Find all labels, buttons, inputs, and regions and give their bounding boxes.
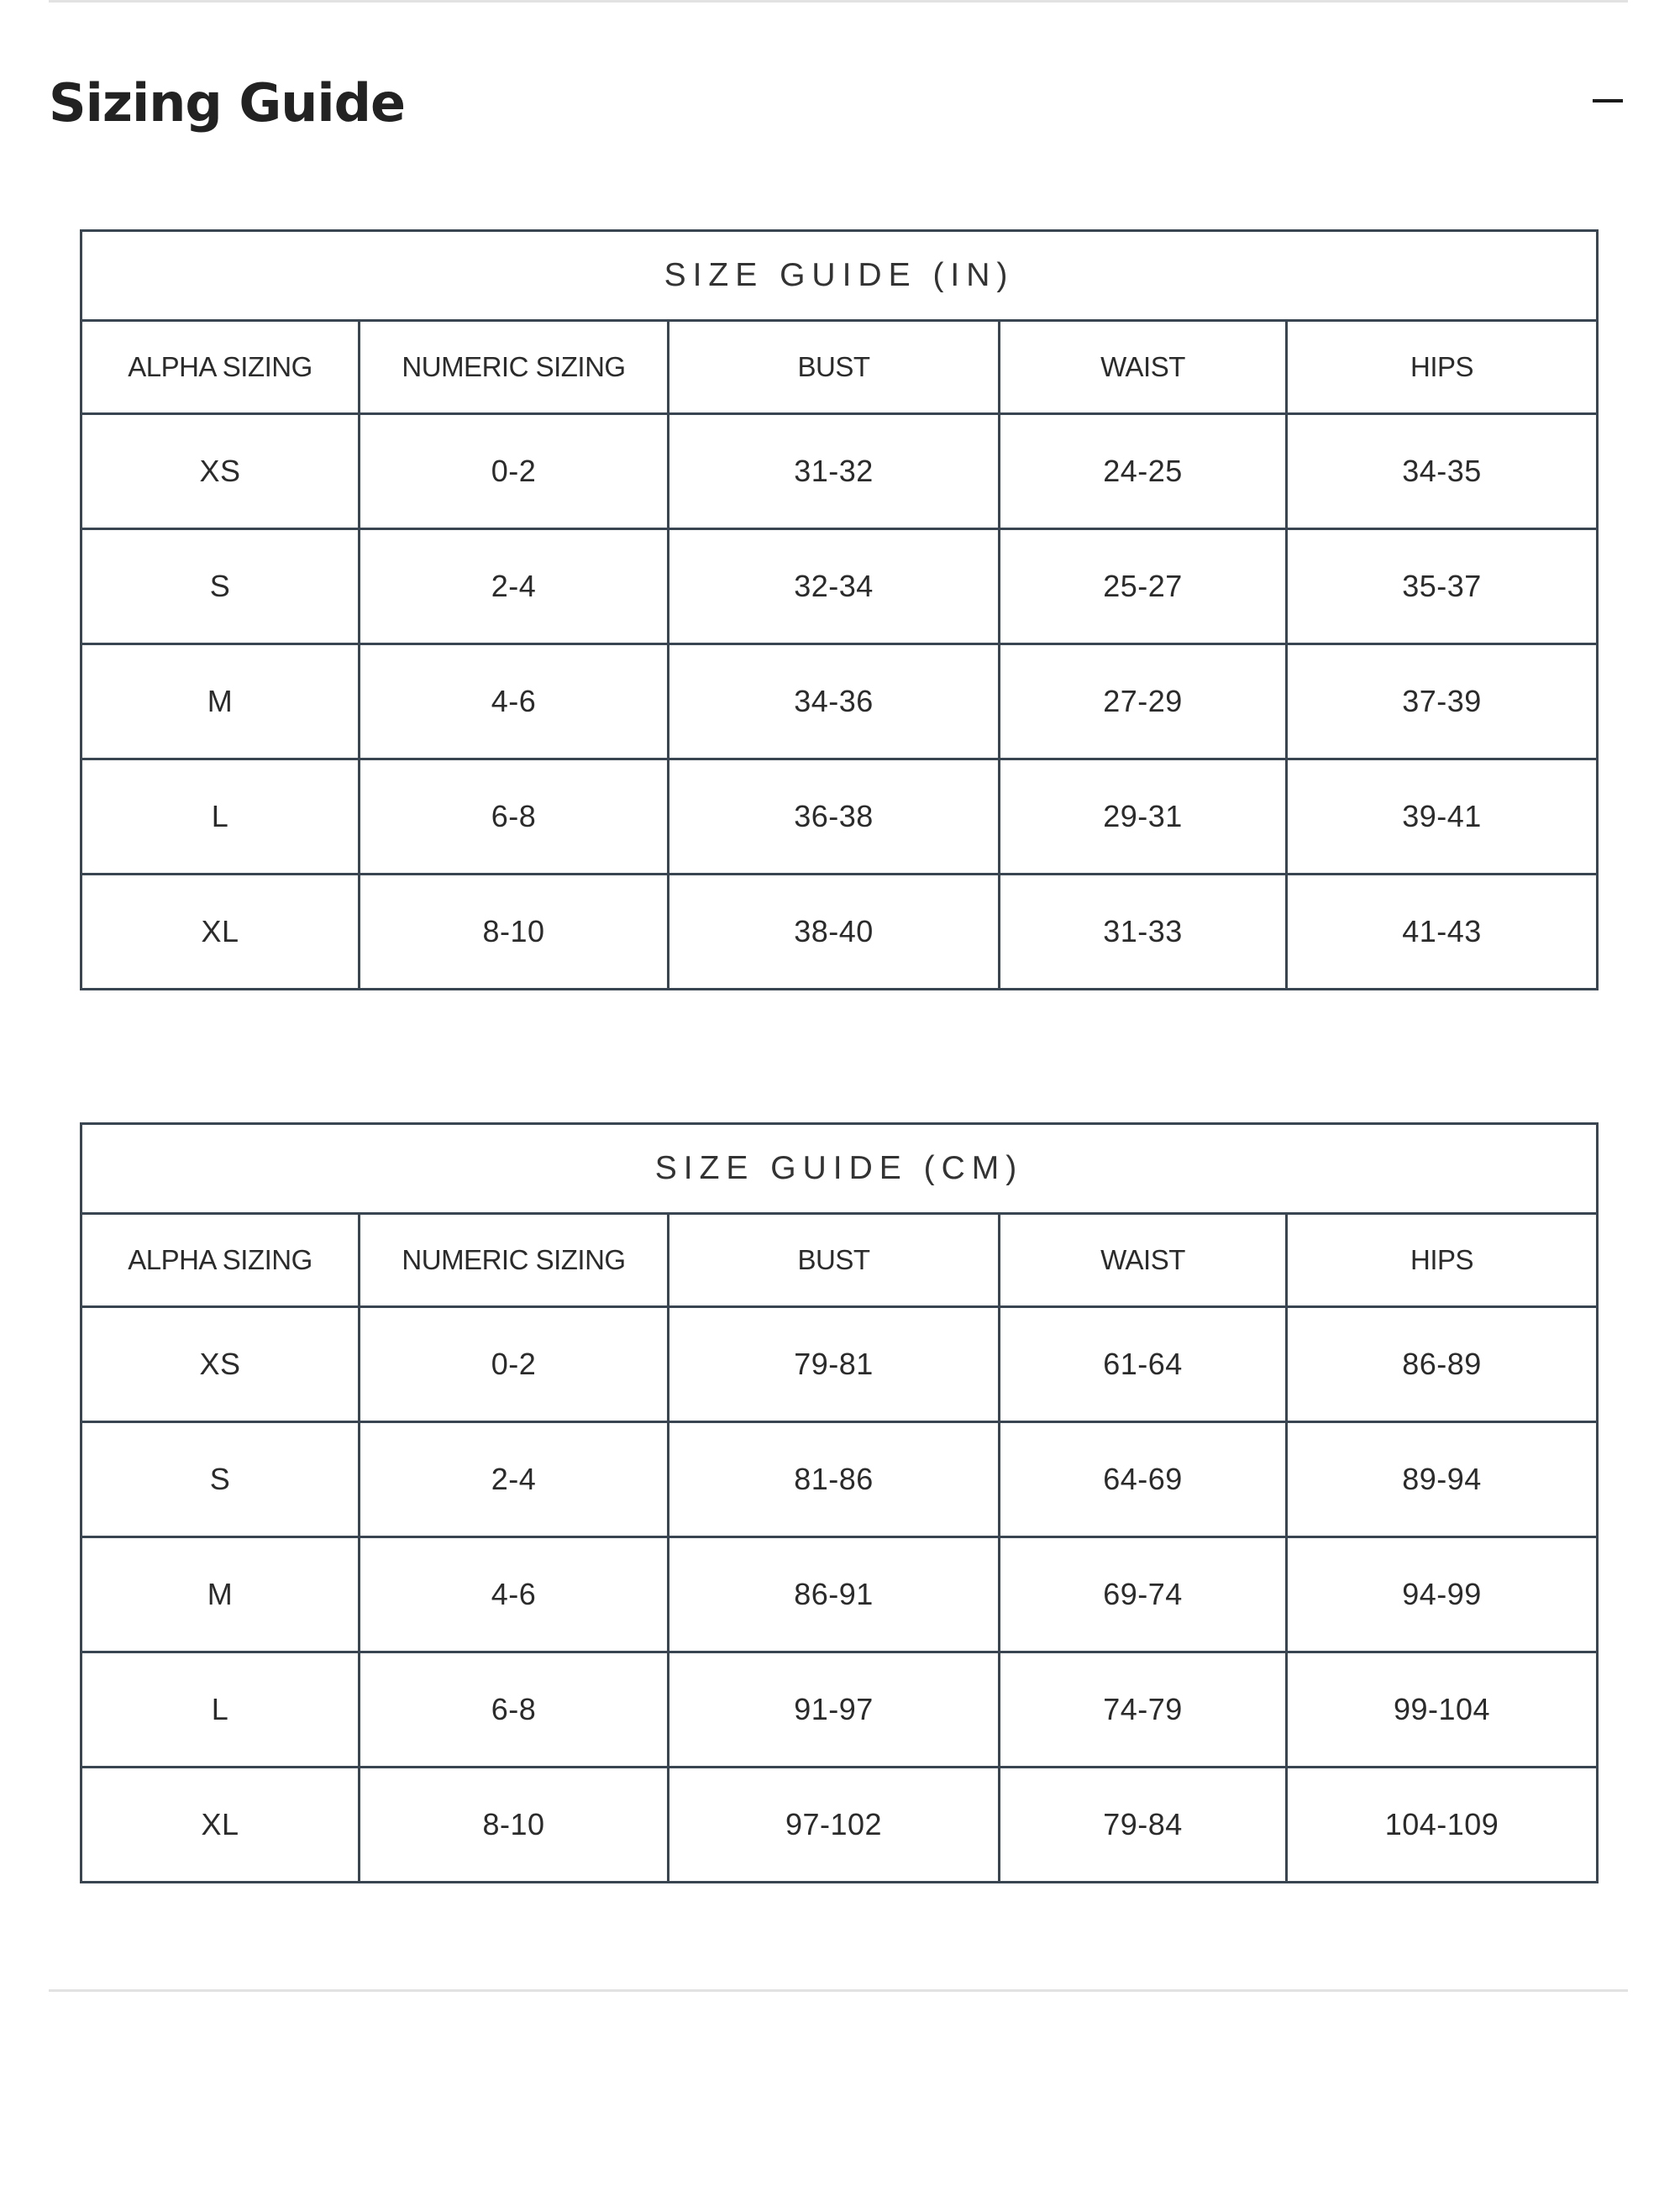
numeric-size-cell: 2-4 (360, 529, 669, 644)
waist-cell: 74-79 (1000, 1652, 1287, 1768)
numeric-size-cell: 8-10 (360, 875, 669, 990)
table-row (81, 414, 1598, 529)
hips-cell: 89-94 (1287, 1422, 1598, 1537)
alpha-size-cell: XL (81, 875, 360, 990)
hips-cell: 104-109 (1287, 1768, 1598, 1883)
table-caption: SIZE GUIDE (IN) (81, 231, 1598, 321)
table-row (81, 644, 1598, 759)
bust-cell: 97-102 (669, 1768, 1000, 1883)
column-header-numeric-sizing: NUMERIC SIZING (360, 321, 669, 414)
numeric-size-cell: 4-6 (360, 644, 669, 759)
bust-cell: 38-40 (669, 875, 1000, 990)
table-row (81, 875, 1598, 990)
table-row (81, 1652, 1598, 1768)
hips-cell: 39-41 (1287, 759, 1598, 875)
minus-icon (1593, 99, 1623, 102)
alpha-size-cell: XS (81, 414, 360, 529)
bottom-divider (49, 1989, 1628, 1992)
numeric-size-cell: 8-10 (360, 1768, 669, 1883)
waist-cell: 24-25 (1000, 414, 1287, 529)
bust-cell: 32-34 (669, 529, 1000, 644)
page-title: Sizing Guide (49, 72, 406, 134)
hips-cell: 35-37 (1287, 529, 1598, 644)
table-caption-row (81, 1124, 1598, 1214)
numeric-size-cell: 0-2 (360, 1307, 669, 1422)
bust-cell: 79-81 (669, 1307, 1000, 1422)
column-header-hips: HIPS (1287, 321, 1598, 414)
hips-cell: 34-35 (1287, 414, 1598, 529)
waist-cell: 31-33 (1000, 875, 1287, 990)
waist-cell: 27-29 (1000, 644, 1287, 759)
alpha-size-cell: S (81, 1422, 360, 1537)
table-row (81, 1307, 1598, 1422)
column-header-alpha-sizing: ALPHA SIZING (81, 1214, 360, 1307)
waist-cell: 61-64 (1000, 1307, 1287, 1422)
alpha-size-cell: M (81, 644, 360, 759)
column-header-bust: BUST (669, 321, 1000, 414)
bust-cell: 31-32 (669, 414, 1000, 529)
size-guide-centimeters-table (80, 1122, 1599, 1883)
alpha-size-cell: L (81, 1652, 360, 1768)
bust-cell: 81-86 (669, 1422, 1000, 1537)
column-header-alpha-sizing: ALPHA SIZING (81, 321, 360, 414)
table-caption-row (81, 231, 1598, 321)
column-header-waist: WAIST (1000, 321, 1287, 414)
hips-cell: 99-104 (1287, 1652, 1598, 1768)
hips-cell: 94-99 (1287, 1537, 1598, 1652)
numeric-size-cell: 6-8 (360, 759, 669, 875)
numeric-size-cell: 2-4 (360, 1422, 669, 1537)
alpha-size-cell: L (81, 759, 360, 875)
hips-cell: 41-43 (1287, 875, 1598, 990)
size-guide-inches-table (80, 229, 1599, 990)
table-row (81, 529, 1598, 644)
waist-cell: 69-74 (1000, 1537, 1287, 1652)
table-row (81, 1537, 1598, 1652)
column-header-bust: BUST (669, 1214, 1000, 1307)
bust-cell: 91-97 (669, 1652, 1000, 1768)
numeric-size-cell: 4-6 (360, 1537, 669, 1652)
table-header-row (81, 1214, 1598, 1307)
bust-cell: 86-91 (669, 1537, 1000, 1652)
column-header-hips: HIPS (1287, 1214, 1598, 1307)
table-row (81, 1422, 1598, 1537)
alpha-size-cell: XL (81, 1768, 360, 1883)
top-divider (49, 0, 1628, 3)
waist-cell: 29-31 (1000, 759, 1287, 875)
hips-cell: 86-89 (1287, 1307, 1598, 1422)
alpha-size-cell: S (81, 529, 360, 644)
column-header-waist: WAIST (1000, 1214, 1287, 1307)
bust-cell: 34-36 (669, 644, 1000, 759)
collapse-button[interactable] (1579, 76, 1630, 126)
alpha-size-cell: XS (81, 1307, 360, 1422)
numeric-size-cell: 0-2 (360, 414, 669, 529)
waist-cell: 64-69 (1000, 1422, 1287, 1537)
bust-cell: 36-38 (669, 759, 1000, 875)
numeric-size-cell: 6-8 (360, 1652, 669, 1768)
hips-cell: 37-39 (1287, 644, 1598, 759)
column-header-numeric-sizing: NUMERIC SIZING (360, 1214, 669, 1307)
alpha-size-cell: M (81, 1537, 360, 1652)
waist-cell: 25-27 (1000, 529, 1287, 644)
table-caption: SIZE GUIDE (CM) (81, 1124, 1598, 1214)
table-row (81, 1768, 1598, 1883)
table-row (81, 759, 1598, 875)
table-header-row (81, 321, 1598, 414)
waist-cell: 79-84 (1000, 1768, 1287, 1883)
